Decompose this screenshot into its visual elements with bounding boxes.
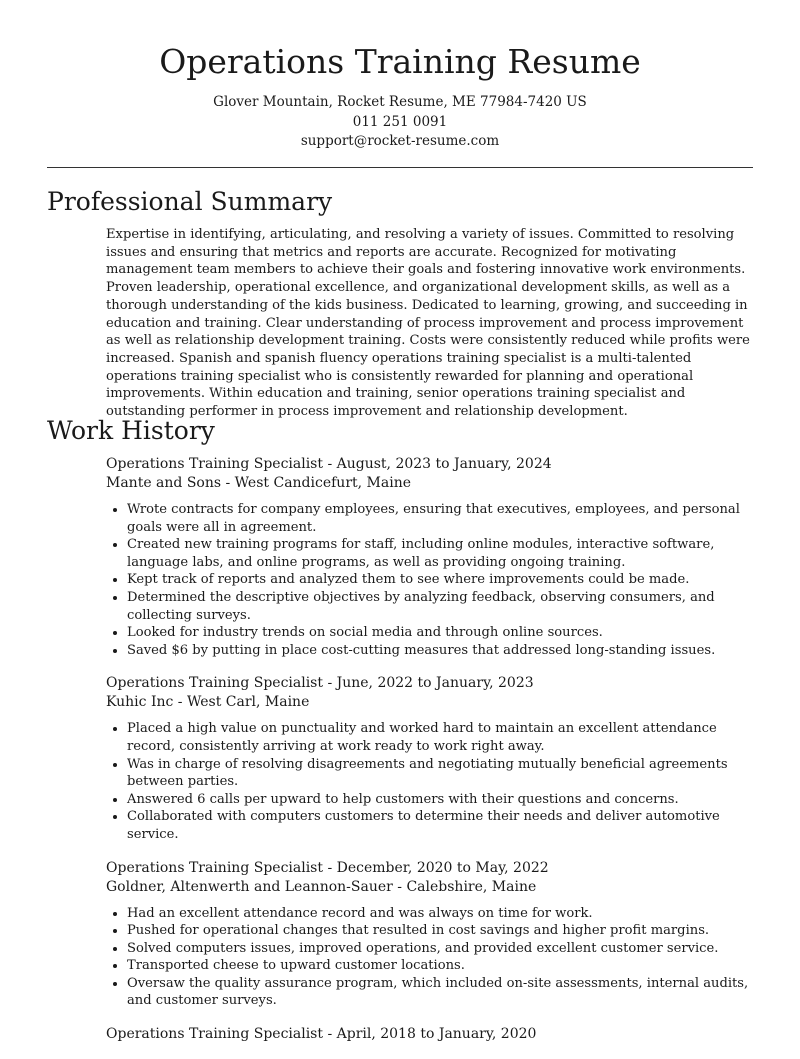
contact-phone: 011 251 0091 <box>352 113 448 130</box>
header-divider <box>47 167 753 168</box>
job-entry <box>106 859 754 1011</box>
job-bullet-list <box>106 501 754 659</box>
summary-heading: Professional Summary <box>47 187 333 216</box>
job-bullet: • Looked for industry trends on social media and through online sources. <box>127 624 754 642</box>
job-title-line: Operations Training Specialist - June, 2022 to January, 2023 <box>106 675 534 692</box>
job-bullet: • Had an excellent attendance record and was always on time for work. <box>127 905 754 923</box>
job-bullet: • Was in charge of resolving disagreements and negotiating mutually beneficial agreements between parties. <box>127 756 754 791</box>
job-title-line: Operations Training Specialist - April, 2018 to January, 2020 <box>106 1026 537 1043</box>
job-bullet: • Determined the descriptive objectives by analyzing feedback, observing consumers, and collecting surveys. <box>127 589 754 624</box>
job-title-line: Operations Training Specialist - December, 2020 to May, 2022 <box>106 859 549 876</box>
job-bullet: • Collaborated with computers customers to determine their needs and deliver automotive service. <box>127 808 754 843</box>
work-history-heading: Work History <box>47 416 215 445</box>
job-bullet: • Created new training programs for staff, including online modules, interactive software, language labs, and online programs, as well as providing ongoing training. <box>127 536 754 571</box>
work-history-list <box>106 455 754 1059</box>
job-bullet: • Answered 6 calls per upward to help customers with their questions and concerns. <box>127 791 754 809</box>
job-entry <box>106 674 754 843</box>
job-company-line: Kuhic Inc - West Carl, Maine <box>106 694 310 711</box>
summary-text: Expertise in identifying, articulating, and resolving a variety of issues. Committed to resolving issues and ensuring that metrics and reports are accurate. Recognized for motivating management team members to achieve their goals and fostering innovative work environments. Proven leadership, operational excellence, and organizational development skills, as well as a thorough understanding of the kids business. Dedicated to learning, growing, and succeeding in education and training. Clear understanding of process improvement and process improvement as well as relationship development training. Costs were consistently reduced while profits were increased. Spanish and spanish fluency operations training specialist is a multi-talented operations training specialist who is consistently rewarded for planning and operational improvements. Within education and training, senior operations training specialist and outstanding performer in process improvement and relationship development. <box>106 227 750 420</box>
job-bullet-list <box>106 905 754 1011</box>
contact-address: Glover Mountain, Rocket Resume, ME 77984-7420 US <box>213 94 587 110</box>
resume-title: Operations Training Resume <box>159 42 641 81</box>
contact-block <box>0 93 800 152</box>
job-bullet: • Transported cheese to upward customer locations. <box>127 957 754 975</box>
job-entry <box>106 455 754 659</box>
job-company-line: Goldner, Altenwerth and Leannon-Sauer - Calebshire, Maine <box>106 878 537 895</box>
job-title-line: Operations Training Specialist - August, 2023 to January, 2024 <box>106 456 552 472</box>
job-bullet: • Pushed for operational changes that resulted in cost savings and higher profit margins. <box>127 922 754 940</box>
job-bullet: • Kept track of reports and analyzed them to see where improvements could be made. <box>127 571 754 589</box>
contact-email: support@rocket-resume.com <box>300 133 500 149</box>
job-bullet: • Saved $6 by putting in place cost-cutting measures that addressed long-standing issues. <box>127 642 754 660</box>
job-bullet: • Placed a high value on punctuality and worked hard to maintain an excellent attendance record, consistently arriving at work ready to work right away. <box>127 720 754 755</box>
job-bullet-list <box>106 720 754 843</box>
job-bullet: • Oversaw the quality assurance program, which included on-site assessments, internal audits, and customer surveys. <box>127 975 754 1010</box>
job-bullet: • Wrote contracts for company employees, ensuring that executives, employees, and personal goals were all in agreement. <box>127 501 754 536</box>
job-company-line: Mante and Sons - West Candicefurt, Maine <box>106 475 411 491</box>
job-bullet: • Solved computers issues, improved operations, and provided excellent customer service. <box>127 940 754 958</box>
